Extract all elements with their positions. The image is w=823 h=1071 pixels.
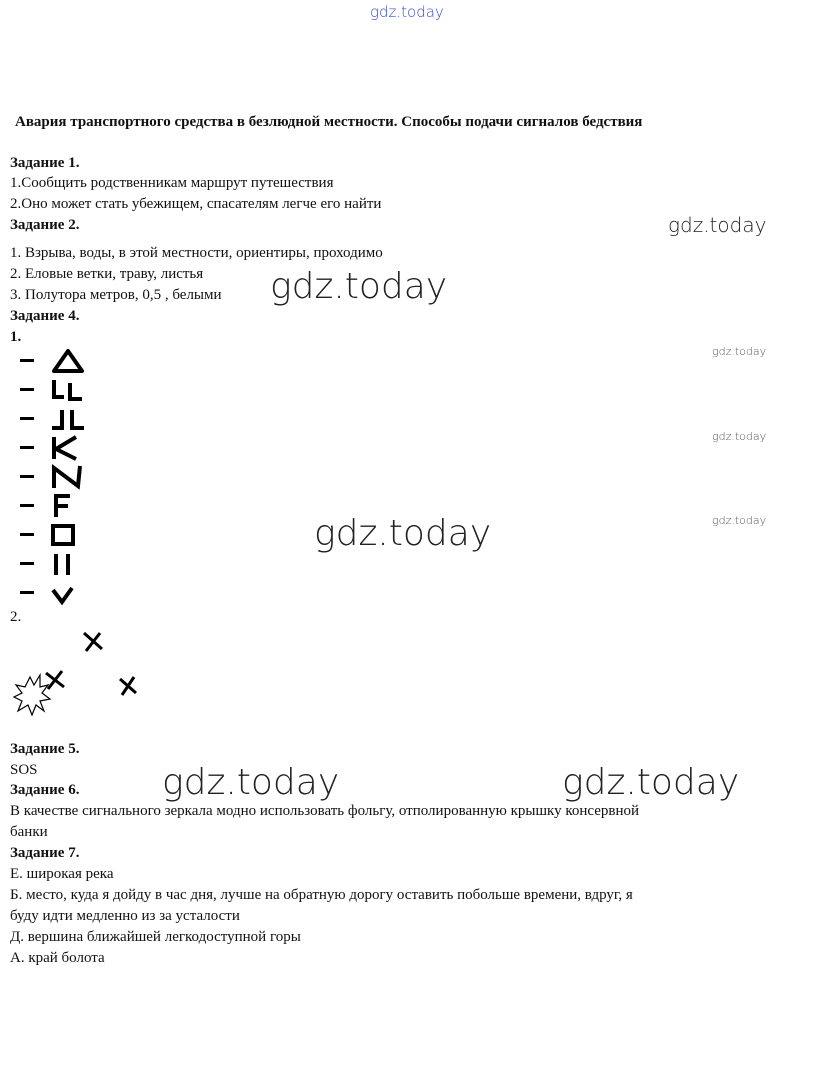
task4-part1-label: 1. xyxy=(10,329,22,345)
task2-heading: Задание 2. xyxy=(10,217,80,233)
watermark-small-3: gdz.today xyxy=(712,514,767,527)
dash-marker xyxy=(20,446,34,449)
explosion-icon xyxy=(14,675,50,715)
task2-line-3: 3. Полутора метров, 0,5 , белыми xyxy=(10,287,222,303)
watermark-top: gdz.today xyxy=(370,3,444,21)
watermark-center-2: gdz.today xyxy=(314,513,492,554)
watermark-right-1: gdz.today xyxy=(668,213,767,237)
signal-row-5 xyxy=(20,464,80,490)
page-title: Авария транспортного средства в безлюдной местности. Способы подачи сигналов бедствия xyxy=(15,114,643,130)
task7-line-4: Д. вершина ближайшей легкодоступной горы xyxy=(10,929,301,945)
task7-line-3: буду идти медленно из за усталости xyxy=(10,908,240,924)
jl-signal-icon xyxy=(50,406,90,432)
dash-marker xyxy=(20,359,34,362)
signal-fires-diagram xyxy=(10,625,150,725)
signal-row-2 xyxy=(20,377,80,403)
double-bar-signal-icon xyxy=(50,551,90,577)
signal-row-3 xyxy=(20,406,80,432)
dash-marker xyxy=(20,533,34,536)
task7-line-5: А. край болота xyxy=(10,950,105,966)
square-signal-icon xyxy=(50,522,90,548)
check-signal-icon xyxy=(50,580,90,606)
task1-line-2: 2.Оно может стать убежищем, спасателям легче его найти xyxy=(10,196,382,212)
triangle-signal-icon xyxy=(50,348,90,374)
dash-marker xyxy=(20,591,34,594)
signal-row-8 xyxy=(20,551,80,577)
k-signal-icon xyxy=(50,435,90,461)
task2-line-1: 1. Взрыва, воды, в этой местности, ориентиры, проходимо xyxy=(10,245,383,261)
task4-part2-label: 2. xyxy=(10,609,22,625)
signal-row-4 xyxy=(20,435,80,461)
signal-row-7 xyxy=(20,522,80,548)
fire-cross-left xyxy=(46,671,64,689)
watermark-center-1: gdz.today xyxy=(270,266,448,307)
task6-heading: Задание 6. xyxy=(10,782,80,798)
task6-answer-line-1: В качестве сигнального зеркала модно использовать фольгу, отполированную крышку консервной xyxy=(10,803,640,819)
task2-line-2: 2. Еловые ветки, траву, листья xyxy=(10,266,204,282)
task1-heading: Задание 1. xyxy=(10,155,80,171)
watermark-small-1: gdz.today xyxy=(712,345,767,358)
task7-line-1: Е. широкая река xyxy=(10,866,114,882)
signal-row-1 xyxy=(20,348,80,374)
dash-marker xyxy=(20,475,34,478)
f-signal-icon xyxy=(50,493,90,519)
signal-row-6 xyxy=(20,493,80,519)
watermark-small-2: gdz.today xyxy=(712,430,767,443)
task6-answer-line-2: банки xyxy=(10,824,48,840)
dash-marker xyxy=(20,562,34,565)
task4-heading: Задание 4. xyxy=(10,308,80,324)
fire-cross-right xyxy=(120,677,136,695)
watermark-bottom-right: gdz.today xyxy=(562,762,740,803)
task5-answer: SOS xyxy=(10,762,38,778)
task7-line-2: Б. место, куда я дойду в час дня, лучше на обратную дорогу оставить побольше времени, вдруг, я xyxy=(10,887,633,903)
fire-cross-top xyxy=(84,633,102,651)
dash-marker xyxy=(20,504,34,507)
double-l-signal-icon xyxy=(50,377,90,403)
dash-marker xyxy=(20,388,34,391)
dash-marker xyxy=(20,417,34,420)
task7-heading: Задание 7. xyxy=(10,845,80,861)
n-signal-icon xyxy=(50,464,90,490)
watermark-bottom-left: gdz.today xyxy=(162,762,340,803)
task1-line-1: 1.Сообщить родственникам маршрут путешествия xyxy=(10,175,334,191)
task5-heading: Задание 5. xyxy=(10,741,80,757)
signal-row-9 xyxy=(20,580,80,606)
